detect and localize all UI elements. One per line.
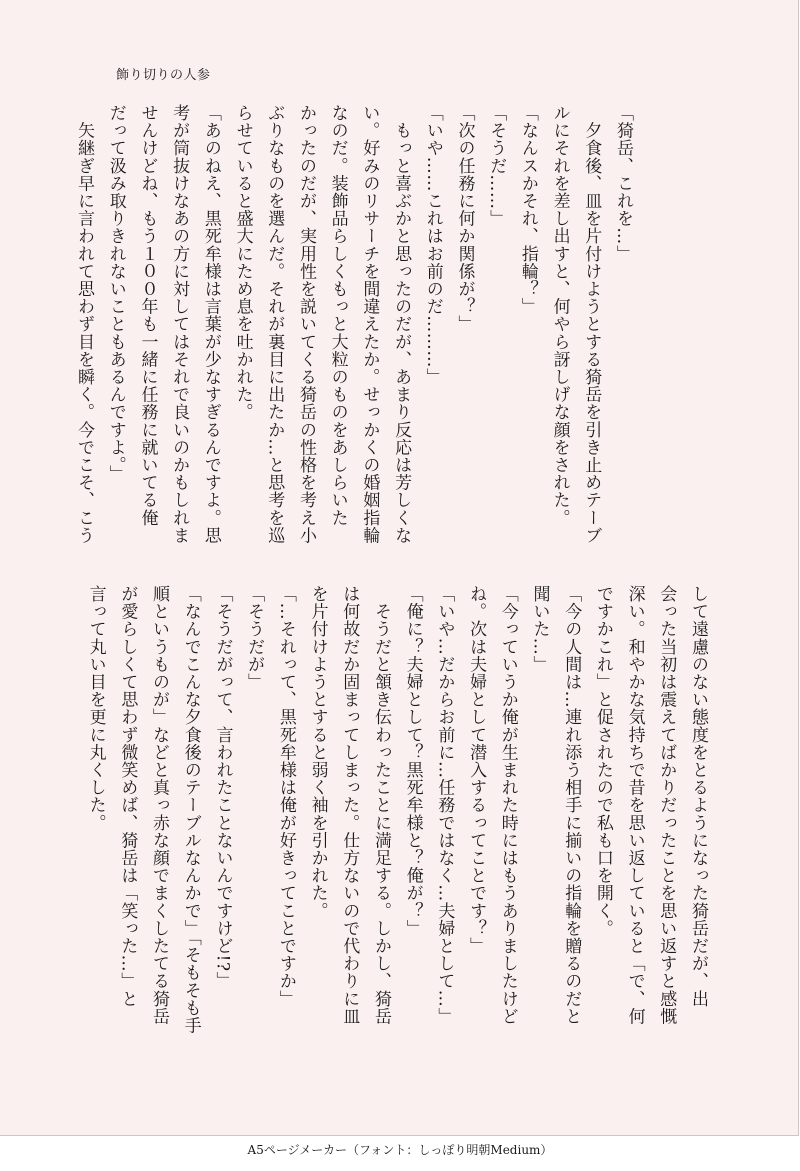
text-line: らせていると盛大にため息を吐かれた。 xyxy=(232,104,253,421)
text-line: は何故だか固まってしまった。仕方ないので代わりに皿 xyxy=(339,585,360,1025)
text-line: 深い。和やかな気持ちで昔を思い返していると「で、何 xyxy=(624,585,645,1025)
text-line: もっと喜ぶかと思ったのだが、あまり反応は芳しくな xyxy=(391,104,412,544)
text-line: ね。次は夫婦として潜入するってことです？」 xyxy=(466,585,487,955)
text-line: が愛らしくて思わず微笑めば、猗岳は「笑った…」と xyxy=(117,585,138,1008)
text-line: 聞いた…」 xyxy=(529,585,550,673)
text-line: 「そうだが」 xyxy=(244,585,265,691)
text-line: だって汲み取りきれないこともあるんですよ。」 xyxy=(105,104,126,483)
text-line: 言って丸い目を更に丸くした。 xyxy=(85,585,106,832)
text-line: 矢継ぎ早に言われて思わず目を瞬く。今でこそ、こう xyxy=(74,104,95,544)
text-line: 「なんでこんな夕食後のテーブルなんかで」「そもそも手 xyxy=(180,585,201,1035)
text-line: ぶりなものを選んだ。それが裏目に出たか…と思考を巡 xyxy=(264,104,285,544)
text-line: せんけどね、もう１００年も一緒に任務に就いてる俺 xyxy=(137,104,158,527)
page-footer: A5ページメーカー（フォント：しっぽり明朝Medium） xyxy=(247,1143,553,1157)
text-line: 会った当初は震えてばかりだったことを思い返すと感慨 xyxy=(656,585,677,1025)
text-line: 「そうだ……」 xyxy=(486,104,507,228)
text-line: 夕食後、皿を片付けようとする猗岳を引き止めテーブ xyxy=(581,104,602,544)
text-line: 「いや…だからお前に…任務ではなく…夫婦として…」 xyxy=(434,585,455,1025)
text-line: ルにそれを差し出すと、何やら訝しげな顔をされた。 xyxy=(549,104,570,527)
text-line: 「今っていうか俺が生まれた時にはもうありましたけど xyxy=(497,585,518,1025)
text-block-upper xyxy=(67,104,638,564)
text-line: 考が筒抜けなあの方に対してはそれで良いのかもしれま xyxy=(169,104,190,544)
text-line: 順というものが」などと真っ赤な顔でまくしたてる猗岳 xyxy=(149,585,170,1025)
text-line: 「そうだがって、言われたことないんですけど!?」 xyxy=(212,585,233,990)
story-title: 飾り切りの人参 xyxy=(116,68,211,83)
text-line: 「猗岳、これを…」 xyxy=(613,104,633,263)
text-line: 「なんスかそれ、指輪？」 xyxy=(517,104,538,316)
text-line: なのだ。装飾品らしくもっと大粒のものをあしらいた xyxy=(327,104,348,527)
text-line: い。好みのリサーチを間違えたか。せっかくの婚姻指輪 xyxy=(359,104,380,544)
text-line: して遠慮のない態度をとるようになった猗岳だが、出 xyxy=(688,585,708,1008)
text-block-lower xyxy=(79,585,713,1035)
text-line: かったのだが、実用性を説いてくる猗岳の性格を考え小 xyxy=(295,104,316,544)
text-line: ですかこれ」と促されたので私も口を開く。 xyxy=(592,585,613,937)
text-line: 「あのねえ、黒死牟様は言葉が少なすぎるんですよ。思 xyxy=(200,104,221,544)
text-line: 「今の人間は…連れ添う相手に揃いの指輪を贈るのだと xyxy=(561,585,582,1025)
text-line: 「俺に？夫婦として？黒死牟様と？俺が？」 xyxy=(402,585,423,937)
text-line: 「次の任務に何か関係が？」 xyxy=(454,104,475,333)
text-line: を片付けようとすると弱く袖を引かれた。 xyxy=(307,585,328,920)
text-line: 「いや……これはお前のだ………」 xyxy=(422,104,443,386)
text-line: そうだと頷き伝わったことに満足する。しかし、猗岳 xyxy=(370,585,391,1025)
text-line: 「…それって、黒死牟様は俺が好きってことですか」 xyxy=(275,585,296,1008)
